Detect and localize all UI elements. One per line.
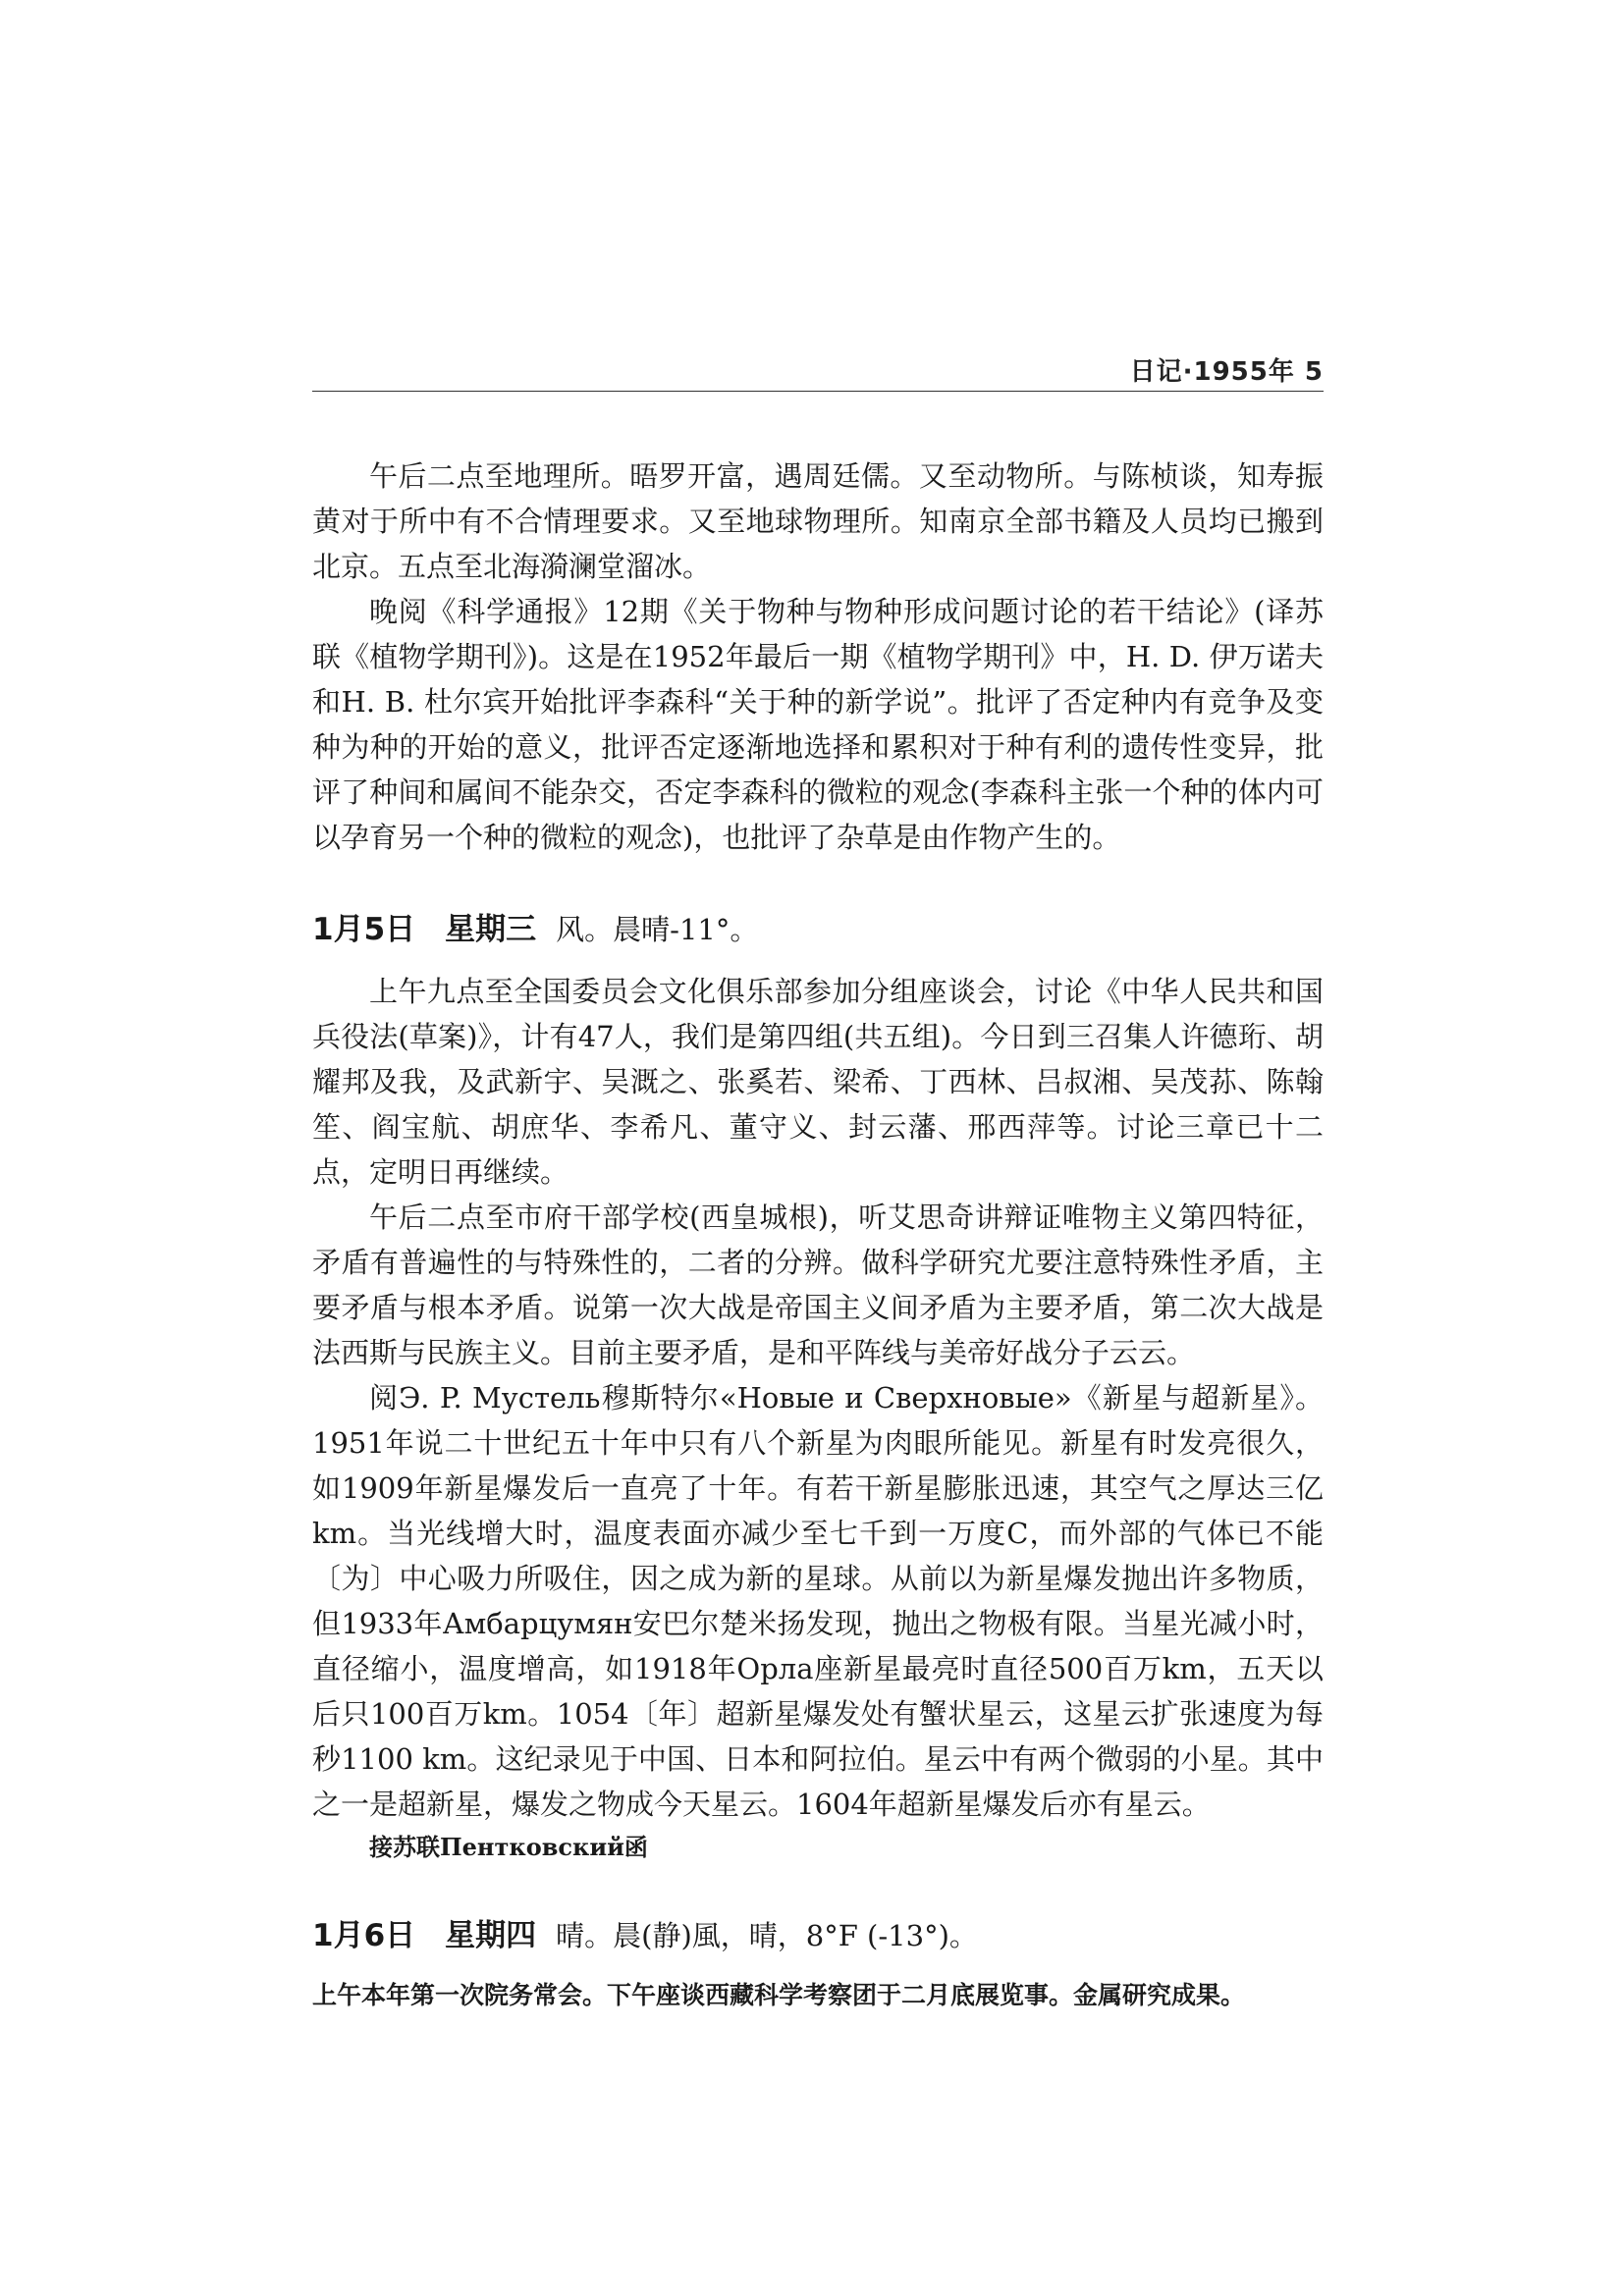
entry-weather: 晴。晨(静)風，晴，8°F (-13°)。 <box>556 1919 978 1952</box>
paragraph-novae: 阅Э. P. Мустель穆斯特尔«Новые и Сверхновые»《新星与超新星》。1951年说二十世纪五十年中只有八个新星为肉眼所能见。新星有时发亮很久，如1909年新星爆发后一直亮了十年。有若干新星膨胀迅速，其空气之厚达三亿km。当光线增大时，温度表面亦减少至七千到一万度C，而外部的气体已不能〔为〕中心吸力所吸住，因之成为新的星球。从前以为新星爆发抛出许多物质，但1933年Амбарцумян安巴尔楚米扬发现，抛出之物极有限。当星光减小时，直径缩小，温度增高，如1918年Орла座新星最亮时直径500百万km，五天以后只100百万km。1054〔年〕超新星爆发处有蟹状星云，这星云扩张速度为每秒1100 km。这纪录见于中国、日本和阿拉伯。星云中有两个微弱的小星。其中之一是超新星，爆发之物成今天星云。1604年超新星爆发后亦有星云。 <box>312 1381 1324 1821</box>
page <box>312 0 1324 2296</box>
entry-heading-jan5 <box>312 907 1324 953</box>
running-head: 日记·1955年 5 <box>1129 357 1324 387</box>
paragraph-lecture: 午后二点至市府干部学校(西皇城根)，听艾思奇讲辩证唯物主义第四特征，矛盾有普遍性的与特殊性的，二者的分辨。做科学研究尤要注意特殊性矛盾，主要矛盾与根本矛盾。说第一次大战是帝国主义间矛盾为主要矛盾，第二次大战是法西斯与民族主义。目前主要矛盾，是和平阵线与美帝好战分子云云。 <box>312 1201 1324 1369</box>
paragraph-evening-reading: 晚阅《科学通报》12期《关于物种与物种形成问题讨论的若干结论》(译苏联《植物学期刊》)。这是在1952年最后一期《植物学期刊》中，H. D. 伊万诺夫和H. B. 杜尔宾开始批评李森科“关于种的新学说”。批评了否定种内有竞争及变种为种的开始的意义，批评否定逐渐地选择和累积对于种有利的遗传性变异，批评了种间和属间不能杂交，否定李森科的微粒的观念(李森科主张一个种的体内可以孕育另一个种的微粒的观念)，也批评了杂草是由作物产生的。 <box>312 595 1324 854</box>
paragraph-symposium: 上午九点至全国委员会文化俱乐部参加分组座谈会，讨论《中华人民共和国兵役法(草案)》，计有47人，我们是第四组(共五组)。今日到三召集人许德珩、胡耀邦及我，及武新宇、吴溉之、张奚若、梁希、丁西林、吕叔湘、吴茂荪、陈翰笙、阎宝航、胡庶华、李希凡、董守义、封云藩、邢西萍等。讨论三章已十二点，定明日再继续。 <box>312 975 1324 1189</box>
note-letter: 接苏联Пентковский函 <box>369 1833 648 1861</box>
paragraph-afternoon-visits: 午后二点至地理所。晤罗开富，遇周廷儒。又至动物所。与陈桢谈，知寿振黄对于所中有不合情理要求。又至地球物理所。知南京全部书籍及人员均已搬到北京。五点至北海漪澜堂溜冰。 <box>312 459 1324 583</box>
entry-heading-jan6 <box>312 1913 1324 1959</box>
entry-weekday: 星期四 <box>445 1918 537 1953</box>
entry-date: 1月5日 <box>312 912 416 947</box>
page-body <box>312 454 1324 2016</box>
entry-date: 1月6日 <box>312 1918 416 1953</box>
entry-weather: 风。晨晴-11°。 <box>556 913 759 946</box>
entry-weekday: 星期三 <box>445 912 537 947</box>
header-rule <box>312 391 1324 392</box>
paragraph-council-meeting: 上午本年第一次院务常会。下午座谈西藏科学考察团于二月底展览事。金属研究成果。 <box>312 1981 1246 2009</box>
